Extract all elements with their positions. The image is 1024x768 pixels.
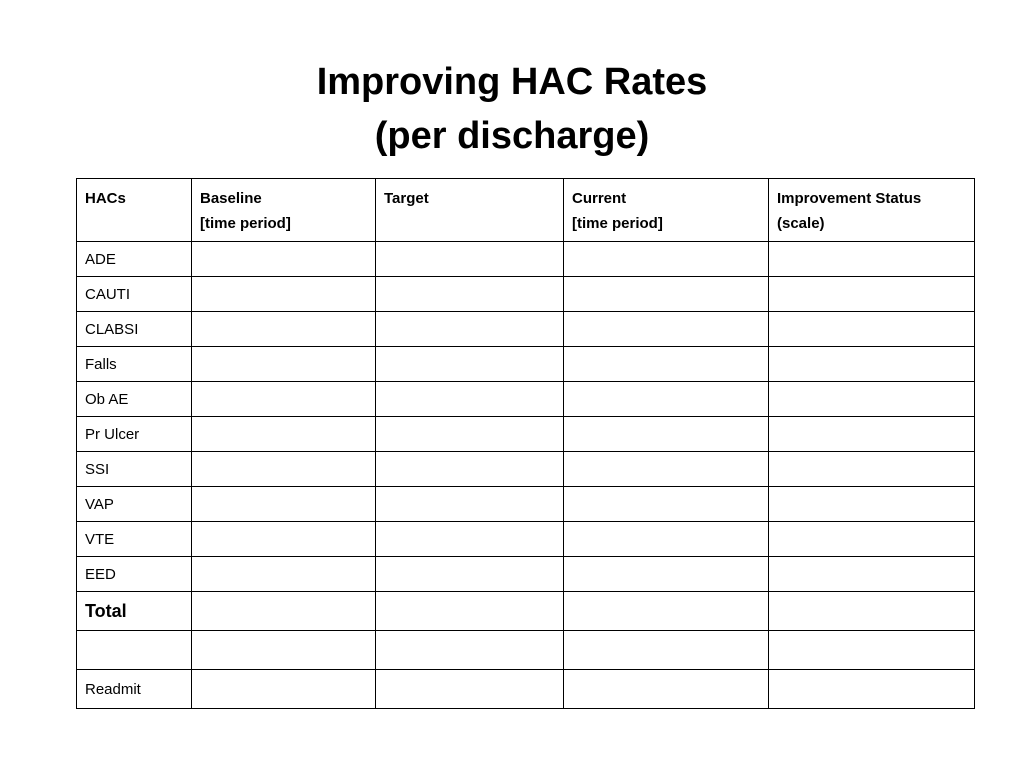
table-row-readmit — [77, 670, 975, 709]
title-line-2: (per discharge) — [374, 115, 650, 157]
improvement-status-cell — [769, 631, 975, 670]
table-row-ob-ae — [77, 382, 975, 417]
column-header-hacs — [77, 179, 192, 242]
column-header-target — [376, 179, 564, 242]
column-header-sublabel: [time period] — [200, 215, 291, 232]
improvement-status-cell — [769, 452, 975, 487]
hac-label: EED — [77, 557, 192, 592]
target-cell — [376, 631, 564, 670]
baseline-cell — [192, 417, 376, 452]
current-cell — [564, 592, 769, 631]
hac-label — [77, 631, 192, 670]
table-row-pr-ulcer — [77, 417, 975, 452]
baseline-cell — [192, 277, 376, 312]
hac-rates-table — [76, 178, 975, 709]
target-cell — [376, 592, 564, 631]
column-header-label: HACs — [85, 190, 126, 207]
improvement-status-cell — [769, 382, 975, 417]
current-cell — [564, 417, 769, 452]
slide-title — [0, 55, 1024, 163]
table-row-total — [77, 592, 975, 631]
column-header-label: Improvement Status — [777, 190, 922, 207]
table-header — [77, 179, 975, 242]
table-row-cauti — [77, 277, 975, 312]
improvement-status-cell — [769, 522, 975, 557]
current-cell — [564, 242, 769, 277]
current-cell — [564, 312, 769, 347]
baseline-cell — [192, 312, 376, 347]
target-cell — [376, 347, 564, 382]
column-header-current — [564, 179, 769, 242]
improvement-status-cell — [769, 592, 975, 631]
table-row-ssi — [77, 452, 975, 487]
column-header-baseline — [192, 179, 376, 242]
header-row — [77, 179, 975, 242]
improvement-status-cell — [769, 417, 975, 452]
hac-label: Total — [77, 592, 192, 631]
current-cell — [564, 631, 769, 670]
hac-label: CAUTI — [77, 277, 192, 312]
hac-label: ADE — [77, 242, 192, 277]
baseline-cell — [192, 522, 376, 557]
baseline-cell — [192, 242, 376, 277]
baseline-cell — [192, 670, 376, 709]
column-header-label: Baseline — [200, 190, 262, 207]
target-cell — [376, 522, 564, 557]
baseline-cell — [192, 557, 376, 592]
column-header-sublabel: (scale) — [777, 215, 825, 232]
baseline-cell — [192, 487, 376, 522]
table-body — [77, 242, 975, 709]
target-cell — [376, 417, 564, 452]
current-cell — [564, 277, 769, 312]
improvement-status-cell — [769, 487, 975, 522]
improvement-status-cell — [769, 347, 975, 382]
current-cell — [564, 452, 769, 487]
target-cell — [376, 312, 564, 347]
current-cell — [564, 347, 769, 382]
table-row-vte — [77, 522, 975, 557]
hac-label: CLABSI — [77, 312, 192, 347]
target-cell — [376, 277, 564, 312]
target-cell — [376, 487, 564, 522]
column-header-label: Target — [384, 190, 429, 207]
target-cell — [376, 382, 564, 417]
hac-label: Pr Ulcer — [77, 417, 192, 452]
baseline-cell — [192, 631, 376, 670]
baseline-cell — [192, 347, 376, 382]
title-line-1: Improving HAC Rates — [316, 61, 708, 103]
column-header-label: Current — [572, 190, 627, 207]
current-cell — [564, 382, 769, 417]
improvement-status-cell — [769, 557, 975, 592]
improvement-status-cell — [769, 312, 975, 347]
baseline-cell — [192, 592, 376, 631]
hac-label: Falls — [77, 347, 192, 382]
hac-label: VTE — [77, 522, 192, 557]
current-cell — [564, 487, 769, 522]
improvement-status-cell — [769, 242, 975, 277]
target-cell — [376, 242, 564, 277]
hac-label: Readmit — [77, 670, 192, 709]
baseline-cell — [192, 452, 376, 487]
hac-label: SSI — [77, 452, 192, 487]
table-row-eed — [77, 557, 975, 592]
table-row-clabsi — [77, 312, 975, 347]
baseline-cell — [192, 382, 376, 417]
table-row-ade — [77, 242, 975, 277]
improvement-status-cell — [769, 670, 975, 709]
column-header-improvement-status — [769, 179, 975, 242]
target-cell — [376, 452, 564, 487]
current-cell — [564, 557, 769, 592]
table-row-blank — [77, 631, 975, 670]
column-header-sublabel: [time period] — [572, 215, 663, 232]
current-cell — [564, 522, 769, 557]
target-cell — [376, 557, 564, 592]
table-row-vap — [77, 487, 975, 522]
hac-label: VAP — [77, 487, 192, 522]
table-row-falls — [77, 347, 975, 382]
improvement-status-cell — [769, 277, 975, 312]
hac-label: Ob AE — [77, 382, 192, 417]
target-cell — [376, 670, 564, 709]
current-cell — [564, 670, 769, 709]
